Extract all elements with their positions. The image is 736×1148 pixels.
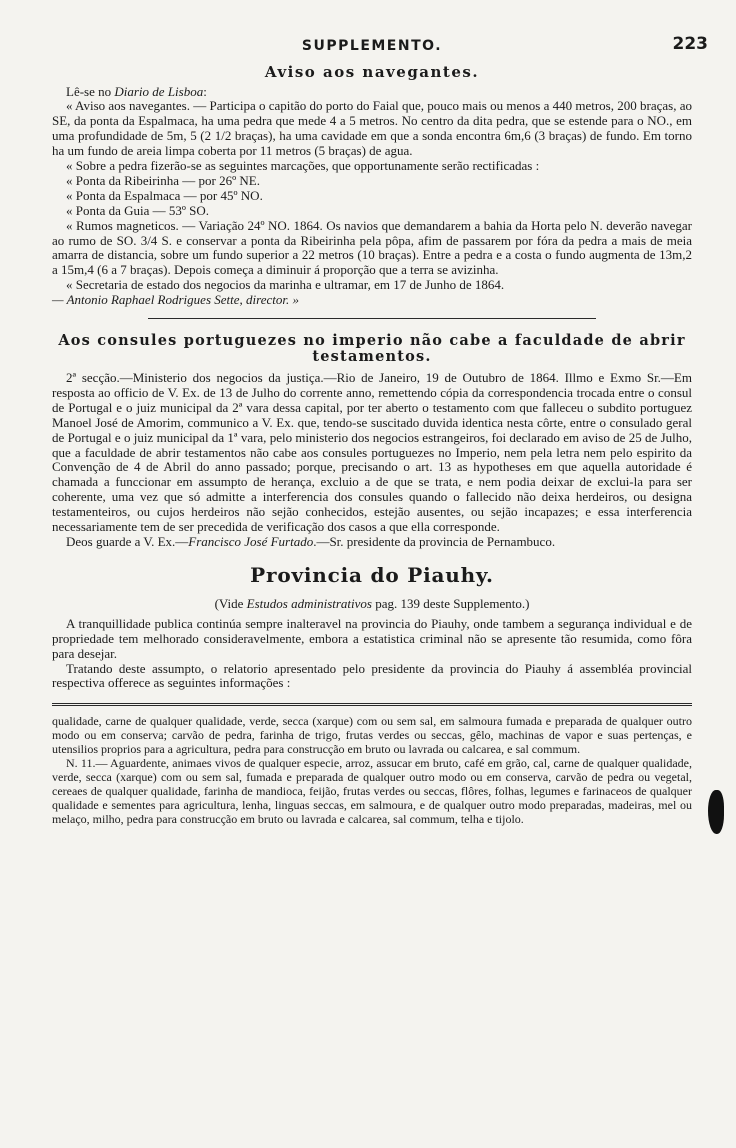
consules-paragraph: 2ª secção.—Ministerio dos negocios da justiça.—Rio de Janeiro, 19 de Outubro de 1864. Illmo e Exmo Sr.—Em resposta ao officio de V. Ex. de 13 de Julho do corrente anno, remettendo cópia da correspondencia trocada entre o consul de Portugal e o juiz municipal da 2ª vara dessa capital, por ter aberto o testamento com que falleceu o subdito portuguez Manoel José de Amorim, communico a V. Ex. que, tendo-se suscitado duvida identica nesta côrte, entre o consulado geral de Portugal e o juiz municipal da 1ª vara, pelo ministerio dos negocios estrangeiros, foi declarado em aviso de 25 de Julho, que a faculdade de abrir testamentos não cabe aos consules portuguezes no Imperio, nem pela letra nem pelo espirito da Convenção de 4 de Abril do anno passado; porque, precisando o art. 13 as hypotheses em que aquella autoridade é chamada a funccionar em assumpto de herança, excluio a de que se trata, e nem podia deixar de exclui-la para ser coherente, uma vez que só admitte a interferencia dos consules quando o fallecido não deixa herdeiros, ou designa testamenteiros, ou cujos herdeiros não sejão conhecidos, estejão ausentes, ou sejão incapazes; e essa interferencia necessariamente tem de ser precedida de verificação dos casos a que ella corresponde. (52, 369, 692, 535)
running-title: SUPPLEMENTO. (301, 38, 443, 54)
consules-closing: Deos guarde a V. Ex.—Francisco José Furtado.—Sr. presidente da provincia de Pernambuco. (66, 533, 556, 549)
aviso-intro: Lê-se no Diario de Lisboa: (66, 83, 207, 99)
footnote: qualidade, carne de qualquer qualidade, verde, secca (xarque) com ou sem sal, em salmoura fumada e preparada de qualquer outro modo ou em conserva; carvão de pedra, farinha de trigo, frutas verdes ou seccas, gêlo, machinas de vapor e suas pertenças, e utensilios proprios para a agricultura, pedra para construcção em bruto ou lavrada ou calcarea, e sal commum. (52, 714, 692, 757)
consules-title: Aos consules portuguezes no imperio não cabe a faculdade de abrir testamentos. (58, 332, 686, 366)
section-piauhy (52, 564, 692, 692)
aviso-bearing: « Ponta da Ribeirinha — por 26º NE. (66, 172, 260, 188)
section-consules (52, 333, 692, 550)
piauhy-paragraph: A tranquillidade publica continúa sempre inalteravel na provincia do Piauhy, onde tambem a segurança individual e de propriedade tem melhorado consideravelmente, embora a estatistica criminal não se apresente tão resumida, como fôra para desejar. (52, 615, 692, 661)
page-number: 223 (672, 34, 708, 54)
consules-signatory: Francisco José Furtado (188, 533, 314, 549)
ink-blot (708, 790, 724, 834)
aviso-paragraph: « Rumos magneticos. — Variação 24º NO. 1864. Os navios que demandarem a bahia da Horta pelo N. deverão navegar ao rumo de SO. 3/4 S. e conservar a ponta da Ribeirinha pela pôpa, afim de passarem por fóra da pedra a mais de meia amarra de distancia, sobre um fundo superior a 22 metros (10 braças). Entre a pedra e a costa o fundo augmenta de 13m,2 a 15m,4 (6 a 7 braças). Depois começa a diminuir á proporção que a terra se avizinha. (52, 217, 692, 278)
aviso-bearing: « Ponta da Espalmaca — por 45º NO. (66, 187, 263, 203)
piauhy-reference-work: Estudos administrativos (246, 595, 372, 611)
aviso-title: Aviso aos navegantes. (264, 63, 480, 81)
aviso-paragraph: « Aviso aos navegantes. — Participa o capitão do porto do Faial que, pouco mais ou menos a 440 metros, 200 braças, ao SE, da ponta da Espalmaca, ha uma pedra que mede 4 a 5 metros. No centro da dita pedra, que se estende para o NO., em uma profundidade de 5m, 5 (2 1/2 braças), ha uma cavidade em que a sonda encontra 6m,6 (3 braças) de fundo. Em torno ha um fundo de areia limpa coberta por 11 metros (5 braças) de agua. (52, 98, 692, 159)
aviso-paragraph: « Secretaria de estado dos negocios da marinha e ultramar, em 17 de Junho de 1864. (66, 277, 505, 293)
running-header (52, 34, 708, 64)
section-divider (148, 318, 596, 319)
aviso-paragraph: « Sobre a pedra fizerão-se as seguintes marcações, que opportunamente serão rectificadas : (66, 158, 540, 174)
piauhy-paragraph: Tratando deste assumpto, o relatorio apresentado pelo presidente da provincia do Piauhy á assembléa provincial respectiva offerece as seguintes informações : (52, 660, 692, 691)
piauhy-title: Provincia do Piauhy. (250, 562, 494, 587)
aviso-bearing: « Ponta da Guia — 53º SO. (66, 202, 210, 218)
aviso-signature: — Antonio Raphael Rodrigues Sette, director. » (52, 292, 299, 308)
aviso-source: Diario de Lisboa (114, 83, 204, 99)
footnote-divider (52, 703, 692, 706)
footnote: N. 11.— Aguardente, animaes vivos de qualquer especie, arroz, assucar em bruto, café em grão, cal, carne de qualquer qualidade, verde, secca (xarque) com ou sem sal, fumada e preparada de qualquer outro modo ou em conserva, carvão de pedra ou vegetal, cereaes de qualquer qualidade, farinha de mandioca, feijão, frutas verdes ou seccas, flôres, folhas, legumes e farinaceos de qualquer qualidade e sementes para agricultura, lenha, linguas seccas, em salmoura, e de qualquer outro modo preparadas, madeiras, mel ou melaço, milho, pedra para construcção em bruto ou lavrada e calcarea, sal commum, telha e tijolo. (52, 756, 692, 827)
document-page (52, 34, 708, 827)
section-aviso (52, 64, 692, 308)
footnotes (52, 714, 692, 826)
piauhy-reference: (Vide Estudos administrativos pag. 139 deste Supplemento.) (214, 595, 530, 611)
